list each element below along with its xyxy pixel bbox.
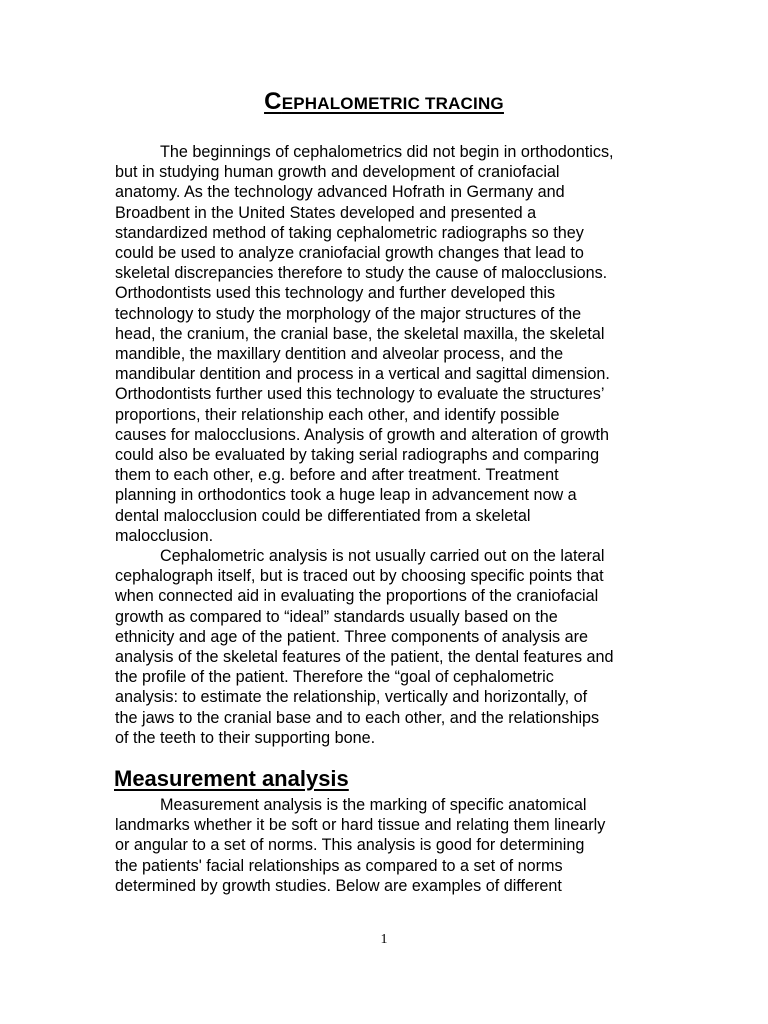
intro-paragraphs [115, 142, 660, 748]
text-line: Cephalometric analysis is not usually carried out on the lateral [160, 547, 605, 566]
text-line: standardized method of taking cephalometric radiographs so they [115, 223, 584, 242]
text-line: Broadbent in the United States developed and presented a [115, 203, 537, 222]
section-heading-measurement: Measurement analysis [114, 766, 349, 791]
text-line: cephalograph itself, but is traced out by choosing specific points that [115, 567, 604, 586]
text-line: the profile of the patient. Therefore the “goal of cephalometric [115, 668, 554, 687]
page-title [0, 88, 768, 116]
text-line: planning in orthodontics took a huge leap in advancement now a [115, 486, 577, 505]
title-rest: EPHALOMETRIC TRACING [281, 94, 504, 113]
text-line: or angular to a set of norms. This analysis is good for determining [115, 836, 585, 855]
text-line: analysis of the skeletal features of the patient, the dental features and [115, 648, 614, 667]
page-number: 1 [380, 932, 388, 947]
text-line: The beginnings of cephalometrics did not begin in orthodontics, [160, 143, 614, 161]
text-line: head, the cranium, the cranial base, the skeletal maxilla, the skeletal [115, 324, 605, 343]
text-line: but in studying human growth and development of craniofacial [115, 163, 560, 182]
text-line: anatomy. As the technology advanced Hofrath in Germany and [115, 183, 565, 202]
text-line: malocclusion. [115, 526, 214, 545]
text-line: proportions, their relationship each other, and identify possible [115, 405, 560, 424]
measurement-paragraph [115, 795, 660, 896]
text-line: when connected aid in evaluating the proportions of the craniofacial [115, 587, 599, 606]
text-line: ethnicity and age of the patient. Three components of analysis are [115, 627, 589, 646]
page-title-text [264, 88, 504, 115]
text-line: mandible, the maxillary dentition and alveolar process, and the [115, 345, 564, 364]
text-line: growth as compared to “ideal” standards usually based on the [115, 607, 558, 626]
text-line: them to each other, e.g. before and after treatment. Treatment [115, 466, 559, 485]
title-first-letter: C [264, 88, 282, 115]
text-line: mandibular dentition and process in a vertical and sagittal dimension. [115, 365, 610, 384]
text-line: could be used to analyze craniofacial growth changes that lead to [115, 244, 584, 263]
text-line: the patients' facial relationships as compared to a set of norms [115, 856, 563, 875]
text-line: Orthodontists further used this technology to evaluate the structures’ [115, 385, 605, 404]
text-line: could also be evaluated by taking serial radiographs and comparing [115, 446, 600, 465]
text-line: the jaws to the cranial base and to each other, and the relationships [115, 708, 600, 727]
text-line: of the teeth to their supporting bone. [115, 728, 376, 747]
text-line: landmarks whether it be soft or hard tissue and relating them linearly [115, 816, 606, 835]
text-line: Measurement analysis is the marking of specific anatomical [160, 796, 587, 814]
text-line: technology to study the morphology of the major structures of the [115, 304, 582, 323]
text-line: determined by growth studies. Below are examples of different [115, 876, 562, 895]
text-line: causes for malocclusions. Analysis of growth and alteration of growth [115, 425, 609, 444]
text-line: dental malocclusion could be differentiated from a skeletal [115, 506, 531, 525]
text-line: Orthodontists used this technology and further developed this [115, 284, 556, 303]
text-line: analysis: to estimate the relationship, vertically and horizontally, of [115, 688, 588, 707]
text-line: skeletal discrepancies therefore to study the cause of malocclusions. [115, 264, 608, 283]
